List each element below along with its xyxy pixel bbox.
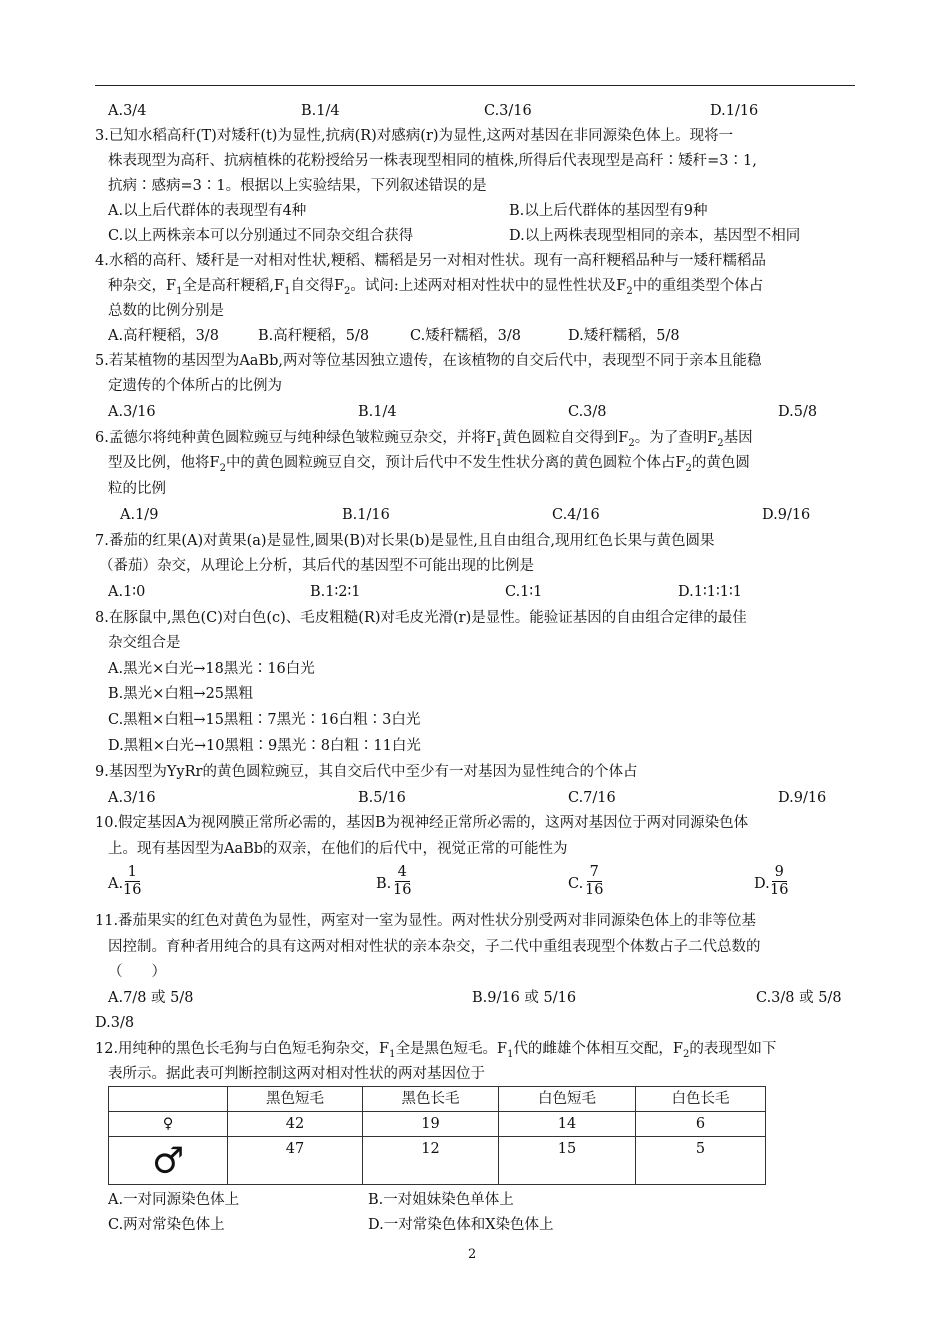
q8-stem-line2: 杂交组合是: [108, 635, 181, 651]
q3-stem-line3: 抗病∶感病=3∶1。根据以上实验结果，下列叙述错误的是: [108, 178, 487, 194]
table-header-cell: [109, 1087, 228, 1112]
q12-option-c: C.两对常染色体上: [108, 1217, 225, 1233]
q10-stem-line2: 上。现有基因型为AaBb的双亲，在他们的后代中，视觉正常的可能性为: [108, 841, 568, 857]
q5-option-b: B.1/4: [358, 404, 397, 420]
table-cell: 19: [363, 1112, 499, 1137]
q12-option-a: A.一对同源染色体上: [108, 1192, 240, 1208]
q4-option-a: A.高秆粳稻，3/8: [108, 328, 219, 344]
q7-option-c: C.1∶1: [505, 584, 543, 600]
table-cell: 14: [499, 1112, 636, 1137]
q5-stem-line1: 5.若某植物的基因型为AaBb,两对等位基因独立遗传，在该植物的自交后代中，表现型不同于亲本且能稳: [95, 353, 762, 369]
q9-option-c: C.7/16: [568, 790, 616, 806]
q12-option-d: D.一对常染色体和X染色体上: [368, 1217, 554, 1233]
q12-option-b: B.一对姐妹染色单体上: [368, 1192, 514, 1208]
q2-option-a: A.3/4: [108, 103, 147, 119]
male-symbol-icon: ♂: [109, 1137, 228, 1185]
table-row-female: [109, 1112, 766, 1137]
q4-option-c: C.矮秆糯稻，3/8: [410, 328, 522, 344]
q4-stem-line3: 总数的比例分别是: [108, 303, 224, 319]
q10-option-a-fraction: $\frac{1}{16}$: [123, 864, 142, 898]
q3-option-c: C.以上两株亲本可以分别通过不同杂交组合获得: [108, 228, 414, 244]
q4-stem-line1: 4.水稻的高秆、矮秆是一对相对性状,粳稻、糯稻是另一对相对性状。现有一高秆粳稻品种与一矮秆糯稻品: [95, 253, 766, 269]
q3-option-d: D.以上两株表现型相同的亲本，基因型不相同: [509, 228, 801, 244]
q10-option-b-fraction: $\frac{4}{16}$: [393, 864, 412, 898]
q5-stem-line2: 定遗传的个体所占的比例为: [108, 378, 282, 394]
q8-stem-line1: 8.在豚鼠中,黑色(C)对白色(c)、毛皮粗糙(R)对毛皮光滑(r)是显性。能验证基因的自由组合定律的最佳: [95, 610, 747, 626]
q6-option-c: C.4/16: [552, 507, 600, 523]
q2-option-c: C.3/16: [484, 103, 532, 119]
table-cell: 12: [363, 1137, 499, 1185]
table-header-cell: 白色长毛: [636, 1087, 766, 1112]
q9-option-a: A.3/16: [108, 790, 156, 806]
q4-stem-line2: 种杂交，$F_1$全是高秆粳稻$,F_1$自交得$F_2$。试问:上述两对相对性状中的显性性状及$F_2$中的重组类型个体占: [108, 278, 764, 297]
table-header-cell: 黑色长毛: [363, 1087, 499, 1112]
q11-answer-blank: （ ）: [108, 964, 166, 980]
q5-option-d: D.5/8: [778, 404, 818, 420]
q3-option-b: B.以上后代群体的基因型有9种: [509, 203, 708, 219]
q11-stem-line1: 11.番茄果实的红色对黄色为显性，两室对一室为显性。两对性状分别受两对非同源染色体上的非等位基: [95, 913, 757, 929]
q10-option-a-label: A.: [108, 876, 124, 892]
q6-option-b: B.1/16: [342, 507, 390, 523]
q3-stem-line1: 3.已知水稻高秆(T)对矮秆(t)为显性,抗病(R)对感病(r)为显性,这两对基因在非同源染色体上。现将一: [95, 128, 734, 144]
q10-option-b-label: B.: [376, 876, 392, 892]
q8-option-d: D.黑粗×白光→10黑粗∶9黑光∶8白粗∶11白光: [108, 738, 421, 754]
table-header-cell: 白色短毛: [499, 1087, 636, 1112]
table-header-row: [109, 1087, 766, 1112]
table-cell: 5: [636, 1137, 766, 1185]
page-number: 2: [468, 1247, 477, 1262]
q10-option-d-label: D.: [754, 876, 770, 892]
table-row-male: [109, 1137, 766, 1185]
q2-option-d: D.1/16: [710, 103, 759, 119]
q8-option-b: B.黑光×白粗→25黑粗: [108, 686, 254, 702]
q5-option-a: A.3/16: [108, 404, 156, 420]
q6-option-a: A.1/9: [120, 507, 159, 523]
q7-stem-line1: 7.番茄的红果(A)对黄果(a)是显性,圆果(B)对长果(b)是显性,且自由组合,现用红色长果与黄色圆果: [95, 533, 715, 549]
q7-option-d: D.1∶1∶1∶1: [678, 584, 742, 600]
q6-stem-line2: 型及比例，他将$F_2$中的黄色圆粒豌豆自交，预计后代中不发生性状分离的黄色圆粒个体占$F_2$的黄色圆: [108, 455, 750, 474]
q8-option-c: C.黑粗×白粗→15黑粗∶7黑光∶16白粗∶3白光: [108, 712, 421, 728]
table-cell: 15: [499, 1137, 636, 1185]
q10-option-c-fraction: $\frac{7}{16}$: [585, 864, 604, 898]
q11-option-a: A.7/8 或 5/8: [108, 990, 194, 1006]
q12-stem-line2: 表所示。据此表可判断控制这两对相对性状的两对基因位于: [108, 1066, 485, 1082]
table-cell: 47: [228, 1137, 363, 1185]
q9-stem-line1: 9.基因型为YyRr的黄色圆粒豌豆，其自交后代中至少有一对基因为显性纯合的个体占: [95, 764, 638, 780]
q4-option-b: B.高秆粳稻，5/8: [258, 328, 370, 344]
female-symbol-icon: ♀: [109, 1112, 228, 1137]
q2-option-b: B.1/4: [301, 103, 340, 119]
q12-stem-line1: 12.用纯种的黑色长毛狗与白色短毛狗杂交，$F_1$全是黑色短毛。$F_1$代的雌雄个体相互交配，$F_2$的表现型如下: [95, 1041, 777, 1060]
q3-option-a: A.以上后代群体的表现型有4种: [108, 203, 307, 219]
q7-stem-line2: （番茄）杂交，从理论上分析，其后代的基因型不可能出现的比例是: [99, 558, 534, 574]
q7-option-a: A.1∶0: [108, 584, 146, 600]
q11-option-b: B.9/16 或 5/16: [472, 990, 577, 1006]
q7-option-b: B.1∶2∶1: [310, 584, 361, 600]
q6-option-d: D.9/16: [762, 507, 811, 523]
header-rule: [95, 85, 855, 86]
q11-stem-line2: 因控制。育种者用纯合的具有这两对相对性状的亲本杂交，子二代中重组表现型个体数占子二代总数的: [108, 939, 761, 955]
q9-option-b: B.5/16: [358, 790, 406, 806]
q11-option-d: D.3/8: [95, 1015, 135, 1031]
q10-stem-line1: 10.假定基因A为视网膜正常所必需的，基因B为视神经正常所必需的，这两对基因位于两对同源染色体: [95, 815, 749, 831]
table-cell: 6: [636, 1112, 766, 1137]
q10-option-c-label: C.: [568, 876, 584, 892]
q6-stem-line3: 粒的比例: [108, 481, 166, 497]
q9-option-d: D.9/16: [778, 790, 827, 806]
q8-option-a: A.黑光×白光→18黑光∶16白光: [108, 661, 315, 677]
q11-option-c: C.3/8 或 5/8: [756, 990, 842, 1006]
q3-stem-line2: 株表现型为高秆、抗病植株的花粉授给另一株表现型相同的植株,所得后代表现型是高秆∶矮秆=3∶1,: [108, 153, 757, 169]
table-cell: 42: [228, 1112, 363, 1137]
table-header-cell: 黑色短毛: [228, 1087, 363, 1112]
q6-stem-line1: 6.孟德尔将纯种黄色圆粒豌豆与纯种绿色皱粒豌豆杂交，并将$F_1$黄色圆粒自交得到$F_2$。为了查明$F_2$基因: [95, 430, 753, 449]
q5-option-c: C.3/8: [568, 404, 607, 420]
phenotype-table: [108, 1086, 766, 1185]
q10-option-d-fraction: $\frac{9}{16}$: [770, 864, 789, 898]
q4-option-d: D.矮秆糯稻，5/8: [568, 328, 680, 344]
